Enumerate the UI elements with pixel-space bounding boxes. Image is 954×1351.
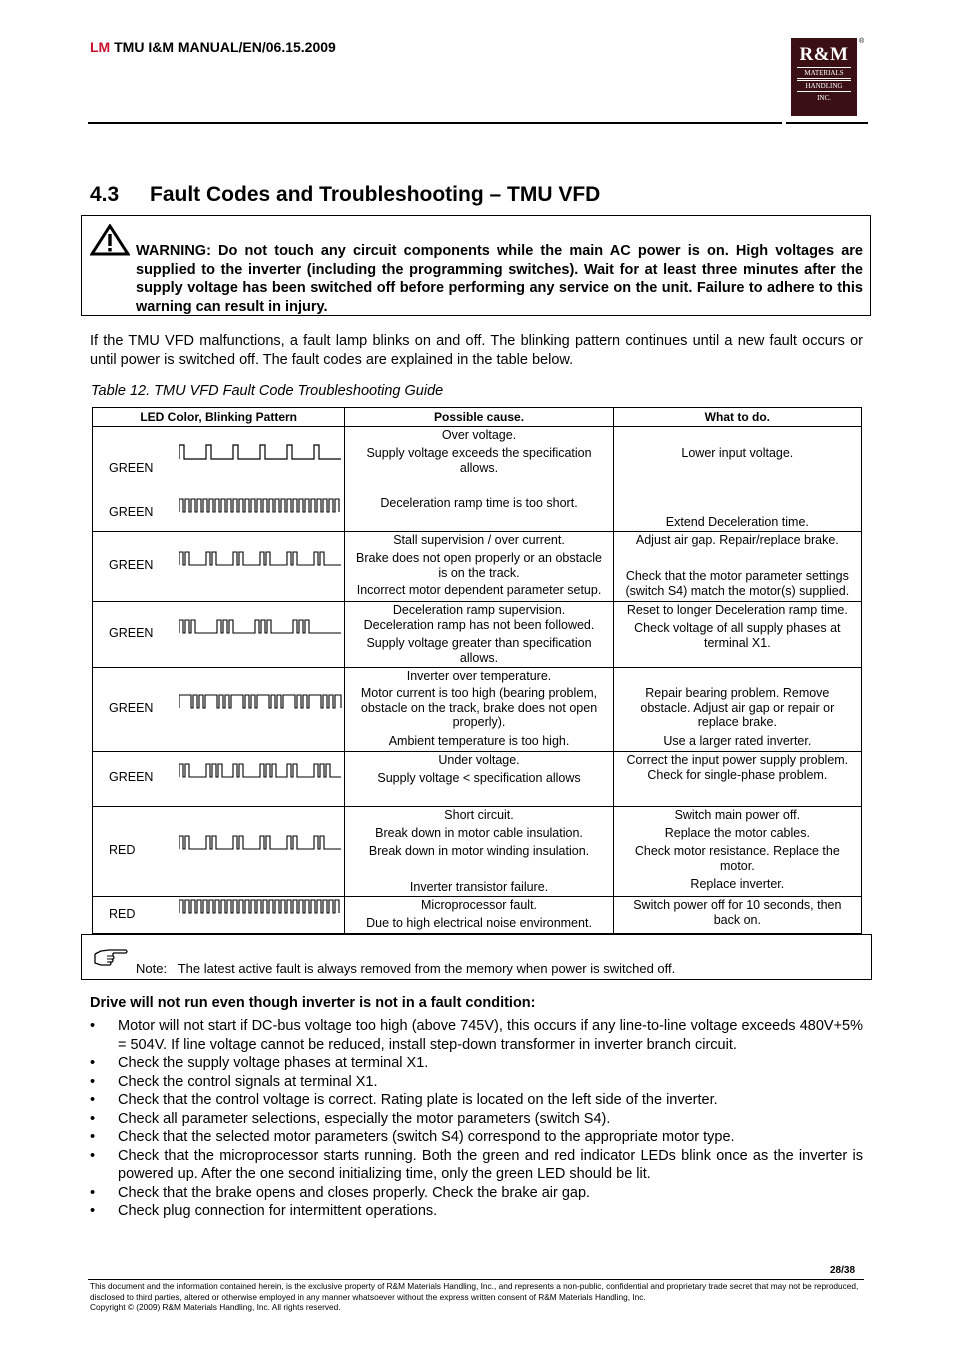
cause-text: Brake does not open properly or an obstacle is on the track.: [356, 551, 603, 580]
led-pattern-cell: [93, 752, 345, 807]
action-text: Replace inverter.: [690, 877, 785, 891]
cause-text: Under voltage.: [438, 753, 520, 767]
list-item-text: Check plug connection for intermittent operations.: [118, 1203, 438, 1219]
cause-text: Due to high electrical noise environment.: [366, 916, 592, 930]
blink-pattern-icon: [179, 898, 343, 916]
cause-text: Deceleration ramp supervision.: [392, 603, 566, 617]
list-item: [90, 1110, 863, 1129]
action-text: Switch main power off.: [674, 808, 801, 822]
table-header-row: [93, 408, 862, 427]
list-item-text: Check the control signals at terminal X1.: [118, 1073, 378, 1090]
column-header-action: What to do.: [613, 408, 861, 427]
led-color-label: GREEN: [109, 626, 154, 640]
led-color-label: RED: [109, 907, 136, 921]
copyright-notice: Copyright © (2009) R&M Materials Handling, Inc. All rights reserved.: [90, 1302, 341, 1312]
list-item: [90, 1184, 863, 1203]
action-text: Reset to longer Deceleration ramp time.: [626, 603, 848, 617]
cause-cell: [345, 602, 613, 668]
list-item-text: Check that the microprocessor starts running. Both the green and red indicator LEDs blink once as the inverter is powered up. After the one second initializing time, only the green LED should be lit.: [118, 1147, 863, 1182]
blink-pattern-icon: [179, 834, 341, 852]
action-text: Replace the motor cables.: [664, 826, 810, 840]
bullet-icon: •: [90, 1110, 96, 1127]
list-item-text: Check that the control voltage is correct. Rating plate is located on the left side of the inverter.: [118, 1092, 718, 1108]
bullet-icon: •: [90, 1147, 96, 1164]
led-pattern-cell: [93, 807, 345, 897]
section-number: 4.3: [90, 183, 120, 206]
bullet-icon: •: [90, 1092, 96, 1108]
led-color-label: RED: [109, 843, 136, 857]
list-item: [90, 1128, 863, 1147]
action-text: Repair bearing problem. Remove obstacle. Adjust air gap or repair or replace brake.: [640, 686, 835, 729]
cause-text: Over voltage.: [441, 428, 517, 442]
led-pattern-cell: [93, 427, 345, 532]
action-text: Lower input voltage.: [681, 446, 794, 460]
list-item-text: Check that the selected motor parameters (switch S4) correspond to the appropriate motor type.: [118, 1129, 735, 1145]
table-row: [93, 807, 862, 897]
led-pattern-cell: [93, 532, 345, 602]
action-text: Check that the motor parameter settings (switch S4) match the motor(s) supplied.: [625, 569, 850, 598]
cause-cell: [345, 427, 613, 532]
logo-line2: HANDLING: [797, 80, 851, 92]
column-header-led: LED Color, Blinking Pattern: [93, 408, 345, 427]
document-header: [90, 39, 336, 55]
cause-text: Deceleration ramp has not been followed.: [363, 618, 595, 632]
list-item: [90, 1073, 863, 1092]
header-divider-right: [786, 122, 868, 124]
warning-triangle-icon: [90, 224, 130, 261]
cause-text: Inverter transistor failure.: [409, 880, 549, 894]
cause-text: Supply voltage < specification allows: [377, 771, 581, 785]
page-number: 28/38: [830, 1265, 856, 1276]
header-title: TMU I&M MANUAL/EN/06.15.2009: [114, 39, 336, 55]
table-row: [93, 897, 862, 934]
action-text: Check motor resistance. Replace the motor.: [634, 844, 840, 873]
pointing-hand-icon: [93, 946, 129, 973]
action-cell: [613, 807, 861, 897]
action-text: Check voltage of all supply phases at terminal X1.: [634, 621, 841, 650]
bullet-icon: •: [90, 1203, 96, 1219]
table-caption: Table 12. TMU VFD Fault Code Troubleshooting Guide: [91, 383, 444, 399]
table-row: [93, 532, 862, 602]
list-item: [90, 1054, 863, 1073]
led-color-label: GREEN: [109, 558, 154, 572]
list-item: [90, 1091, 863, 1110]
led-pattern-cell: [93, 602, 345, 668]
footer-legal: [90, 1281, 864, 1313]
cause-text: Supply voltage exceeds the specification allows.: [366, 446, 592, 475]
cause-text: Inverter over temperature.: [406, 669, 552, 683]
action-cell: [613, 752, 861, 807]
cause-text: Break down in motor cable insulation.: [375, 826, 583, 840]
warning-text: WARNING: Do not touch any circuit components while the main AC power is on. High voltages are supplied to the inverter (including the programming switches). Wait for at least three minutes after the supply voltage has been switched off before performing any service on the unit. Failure to adhere to this warning can result in injury.: [136, 243, 863, 315]
section-title: [90, 183, 600, 207]
cause-cell: [345, 668, 613, 752]
note-label: Note:: [136, 961, 168, 976]
list-item-text: Check that the brake opens and closes properly. Check the brake air gap.: [118, 1184, 591, 1201]
fault-code-table: [92, 407, 862, 934]
led-color-label: GREEN: [109, 461, 154, 475]
list-item: [90, 1147, 863, 1184]
cause-text: Microprocessor fault.: [421, 898, 538, 912]
table-row: [93, 602, 862, 668]
blink-pattern-icon: [179, 497, 343, 515]
list-item-text: Motor will not start if DC-bus voltage too high (above 745V), this occurs if any line-to-line voltage exceeds 480V+5% = 504V. If line voltage cannot be reduced, install step-down transformer in inverter branch circuit.: [118, 1018, 863, 1053]
led-pattern-cell: [93, 897, 345, 934]
cause-text: Stall supervision / over current.: [393, 533, 565, 547]
cause-text: Supply voltage greater than specification allows.: [366, 636, 592, 665]
action-text: Correct the input power supply problem. Check for single-phase problem.: [626, 753, 849, 782]
drive-section-heading: Drive will not run even though inverter is not in a fault condition:: [90, 995, 536, 1011]
action-cell: [613, 897, 861, 934]
logo-text: R&M: [799, 44, 849, 65]
list-item: [90, 1017, 863, 1054]
table-row: [93, 752, 862, 807]
action-text: Extend Deceleration time.: [665, 515, 809, 529]
table-row: [93, 668, 862, 752]
header-prefix: LM: [90, 39, 111, 55]
blink-pattern-icon: [179, 693, 343, 711]
cause-cell: [345, 807, 613, 897]
bullet-icon: •: [90, 1184, 96, 1201]
footer-divider: [88, 1279, 864, 1280]
table-row: [93, 427, 862, 532]
blink-pattern-icon: [179, 550, 341, 568]
cause-cell: [345, 897, 613, 934]
header-divider: [88, 122, 782, 124]
led-pattern-cell: [93, 668, 345, 752]
action-cell: [613, 532, 861, 602]
legal-notice: This document and the information contained herein, is the exclusive property of R&M Materials Handling, Inc., and represents a non-public, confidential and proprietary trade secret that may not be reproduced, disclosed to third parties, altered or otherwise employed in any manner whatsoever without the express written consent of R&M Materials Handling, Inc.: [90, 1281, 859, 1302]
action-text: Adjust air gap. Repair/replace brake.: [635, 533, 839, 547]
led-color-label: GREEN: [109, 505, 154, 519]
cause-text: Ambient temperature is too high.: [388, 734, 570, 748]
blink-pattern-icon: [179, 442, 341, 462]
blink-pattern-icon: [179, 618, 341, 636]
list-item: [90, 1202, 863, 1221]
cause-text: Short circuit.: [444, 808, 514, 822]
cause-text: Break down in motor winding insulation.: [368, 844, 590, 858]
led-color-label: GREEN: [109, 701, 154, 715]
list-item-text: Check all parameter selections, especially the motor parameters (switch S4).: [118, 1110, 611, 1127]
note-body: The latest active fault is always removed from the memory when power is switched off.: [177, 961, 676, 976]
bullet-icon: •: [90, 1018, 96, 1034]
logo-line1: MATERIALS: [797, 67, 851, 79]
section-heading: Fault Codes and Troubleshooting – TMU VFD: [150, 183, 601, 206]
cause-text: Motor current is too high (bearing problem, obstacle on the track, brake does not open properly).: [360, 686, 598, 729]
troubleshooting-list: [90, 1017, 863, 1221]
bullet-icon: •: [90, 1129, 96, 1145]
action-text: Switch power off for 10 seconds, then back on.: [633, 898, 842, 927]
company-logo: [791, 38, 857, 116]
cause-cell: [345, 532, 613, 602]
action-cell: [613, 427, 861, 532]
note-text: [136, 961, 675, 976]
bullet-icon: •: [90, 1073, 96, 1090]
bullet-icon: •: [90, 1055, 96, 1071]
cause-cell: [345, 752, 613, 807]
column-header-cause: Possible cause.: [345, 408, 613, 427]
action-cell: [613, 668, 861, 752]
logo-line3: INC.: [817, 94, 831, 102]
action-cell: [613, 602, 861, 668]
action-text: Use a larger rated inverter.: [663, 734, 812, 748]
registered-mark: ®: [859, 38, 865, 45]
led-color-label: GREEN: [109, 770, 154, 784]
intro-paragraph: If the TMU VFD malfunctions, a fault lamp blinks on and off. The blinking pattern continues until a new fault occurs or until power is switched off. The fault codes are explained in the table below.: [90, 333, 863, 368]
blink-pattern-icon: [179, 762, 341, 780]
list-item-text: Check the supply voltage phases at terminal X1.: [118, 1055, 429, 1071]
cause-text: Deceleration ramp time is too short.: [380, 496, 578, 510]
cause-text: Incorrect motor dependent parameter setup.: [356, 583, 602, 597]
